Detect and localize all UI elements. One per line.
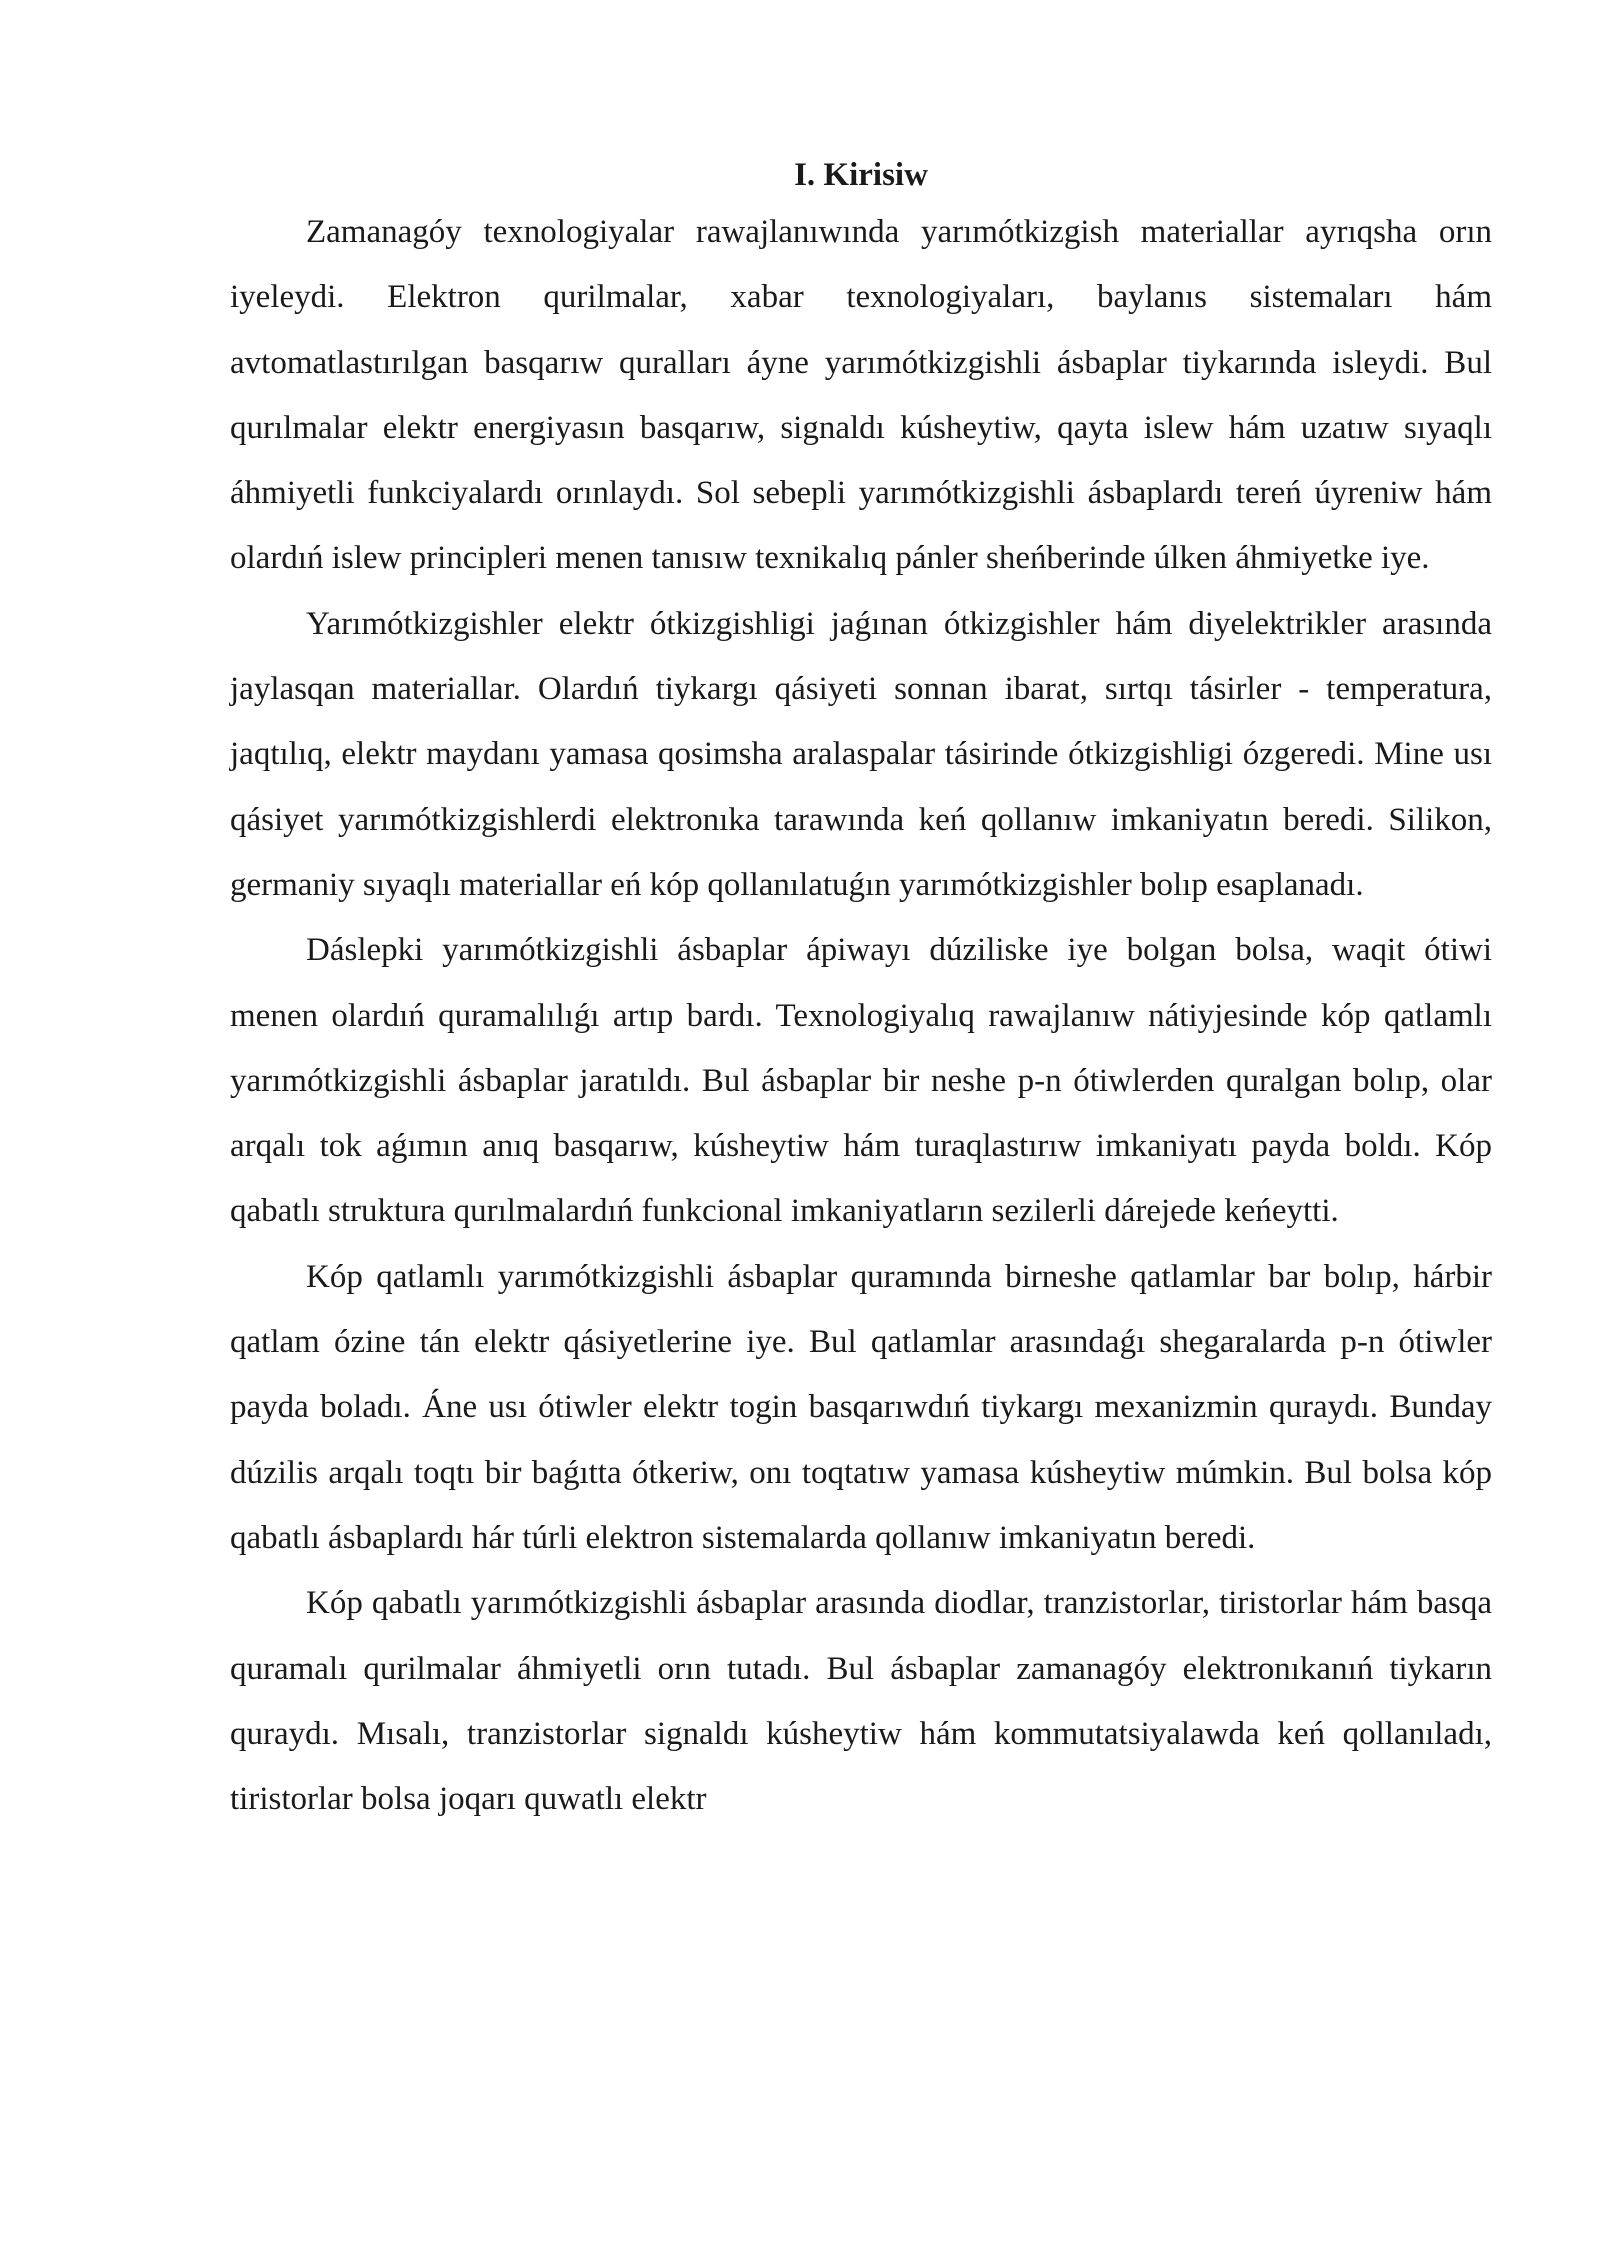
paragraph-1: Zamanagóy texnologiyalar rawajlanıwında yarımótkizgish materiallar ayrıqsha orın iyeleydi. Elektron qurilmalar, xabar texnologiyaları, baylanıs sistemaları hám avtomatlastırılgan basqarıw quralları áyne yarımótkizgishli ásbaplar tiykarında isleydi. Bul qurılmalar elektr energiyasın basqarıw, signaldı kúsheytiw, qayta islew hám uzatıw sıyaqlı áhmiyetli funkciyalardı orınlaydı. Sol sebepli yarımótkizgishli ásbaplardı tereń úyreniw hám olardıń islew principleri menen tanısıw texnikalıq pánler sheńberinde úlken áhmiyetke iye. [230,214,1492,577]
section-heading: I. Kirisiw [794,157,928,193]
paragraph-4: Kóp qatlamlı yarımótkizgishli ásbaplar quramında birneshe qatlamlar bar bolıp, hárbir qatlam ózine tán elektr qásiyetlerine iye. Bul qatlamlar arasındaǵı shegaralarda p-n ótiwler payda boladı. Áne usı ótiwler elektr togin basqarıwdıń tiykargı mexanizmin quraydı. Bunday dúzilis arqalı toqtı bir baǵıtta ótkeriw, onı toqtatıw yamasa kúsheytiw múmkin. Bul bolsa kóp qabatlı ásbaplardı hár túrli elektron sistemalarda qollanıw imkaniyatın beredi. [230,1258,1492,1556]
document-body [230,150,1492,1832]
paragraph-3: Dáslepki yarımótkizgishli ásbaplar ápiwayı dúziliske iye bolgan bolsa, waqit ótiwi menen olardıń quramalılıǵı artıp bardı. Texnologiyalıq rawajlanıw nátiyjesinde kóp qatlamlı yarımótkizgishli ásbaplar jaratıldı. Bul ásbaplar bir neshe p-n ótiwlerden quralgan bolıp, olar arqalı tok aǵımın anıq basqarıw, kúsheytiw hám turaqlastırıw imkaniyatı payda boldı. Kóp qabatlı struktura qurılmalardıń funkcional imkaniyatların sezilerli dárejede keńeytti. [230,932,1492,1230]
paragraph-5: Kóp qabatlı yarımótkizgishli ásbaplar arasında diodlar, tranzistorlar, tiristorlar hám basqa quramalı qurilmalar áhmiyetli orın tutadı. Bul ásbaplar zamanagóy elektronıkanıń tiykarın quraydı. Mısalı, tranzistorlar signaldı kúsheytiw hám kommutatsiyalawda keń qollanıladı, tiristorlar bolsa joqarı quwatlı elektr [230,1585,1492,1818]
paragraph-2: Yarımótkizgishler elektr ótkizgishligi jaǵınan ótkizgishler hám diyelektrikler arasında jaylasqan materiallar. Olardıń tiykargı qásiyeti sonnan ibarat, sırtqı tásirler - temperatura, jaqtılıq, elektr maydanı yamasa qosimsha aralaspalar tásirinde ótkizgishligi ózgeredi. Mine usı qásiyet yarımótkizgishlerdi elektronıka tarawında keń qollanıw imkaniyatın beredi. Silikon, germaniy sıyaqlı materiallar eń kóp qollanılatuǵın yarımótkizgishler bolıp esaplanadı. [230,605,1492,903]
